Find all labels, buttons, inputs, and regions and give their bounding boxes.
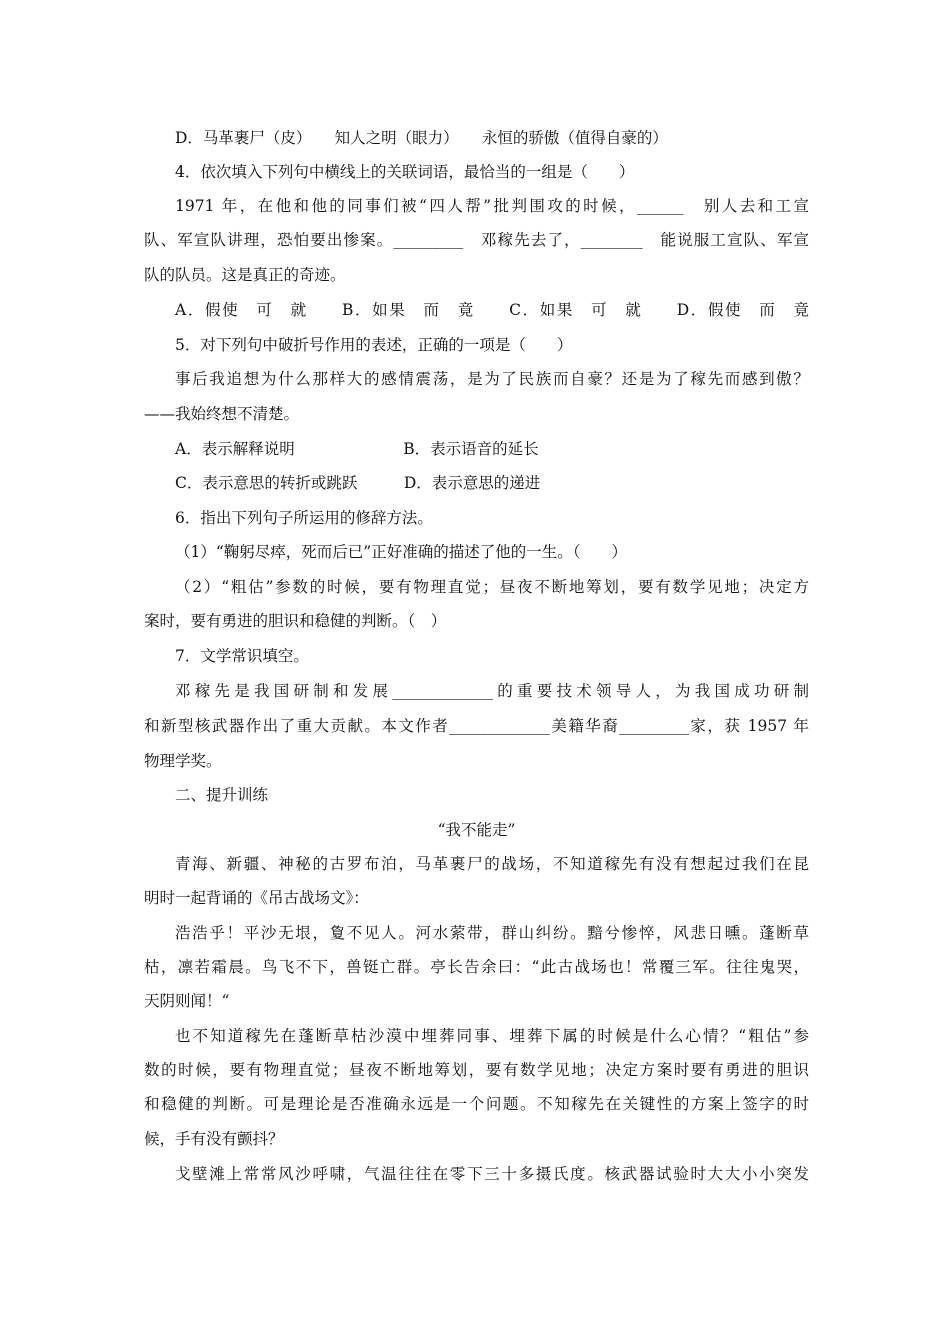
- text-line: 候，手有没有颤抖？: [144, 1130, 284, 1148]
- text-line: ——我始终想不清楚。: [144, 405, 300, 423]
- text-line: 邓稼先是我国研制和发展_____________的重要技术领导人，为我国成功研制: [175, 682, 809, 700]
- text-line: 物理学奖。: [144, 752, 222, 770]
- text-line: 案时，要有勇进的胆识和稳健的判断。（ ）: [144, 612, 447, 630]
- text-line: 7．文学常识填空。: [175, 647, 309, 665]
- text-line: 事后我追想为什么那样大的感情震荡，是为了民族而自豪？还是为了稼先而感到傲？: [175, 370, 809, 388]
- text-line: A．假使 可 就 B．如果 而 竟 C．如果 可 就 D．假使 而 竟: [175, 301, 809, 319]
- text-line: 天阴则闻！“: [144, 992, 230, 1010]
- section-title: “我不能走”: [437, 821, 516, 839]
- text-line: 也不知道稼先在蓬断草枯沙漠中埋葬同事、埋葬下属的时候是什么心情？“粗估”参: [175, 1027, 809, 1045]
- text-line: C．表示意思的转折或跳跃 D．表示意思的递进: [175, 474, 541, 492]
- text-line: 二、提升训练: [175, 786, 269, 804]
- text-line: 5．对下列句中破折号作用的表述，正确的一项是（ ）: [175, 336, 573, 354]
- text-line: 和新型核武器作出了重大贡献。本文作者_____________美籍华裔_________家，获 1957 年: [144, 717, 809, 735]
- text-line: 队的队员。这是真正的奇迹。: [144, 266, 346, 284]
- text-line: 1971 年，在他和他的同事们被“四人帮”批判围攻的时候，______ 别人去和工宣: [175, 197, 809, 215]
- text-line: （1）“鞠躬尽瘁，死而后已”正好准确的描述了他的一生。（ ）: [175, 543, 627, 561]
- text-line: D．马革裹尸（皮） 知人之明（眼力） 永恒的骄傲（值得自豪的）: [175, 129, 668, 147]
- text-line: A．表示解释说明 B．表示语音的延长: [175, 440, 539, 458]
- text-line: 队、军宣队讲理，恐怕要出惨案。_________ 邓稼先去了，________ 能说服工宣队、军宣: [144, 231, 809, 249]
- text-line: 4．依次填入下列句中横线上的关联词语，最恰当的一组是（ ）: [175, 163, 635, 181]
- text-line: 明时一起背诵的《吊古战场文》：: [144, 889, 369, 907]
- text-line: 枯，凛若霜晨。鸟飞不下，兽铤亡群。亭长告余曰：“此古战场也！常覆三军。往往鬼哭，: [144, 958, 809, 976]
- text-line: 戈壁滩上常常风沙呼啸，气温往往在零下三十多摄氏度。核武器试验时大大小小突发: [175, 1165, 809, 1183]
- text-line: 和稳健的判断。可是理论是否准确永远是一个问题。不知稼先在关键性的方案上签字的时: [144, 1095, 809, 1113]
- text-line: 6．指出下列句子所运用的修辞方法。: [175, 509, 433, 527]
- text-line: （2）“粗估”参数的时候，要有物理直觉；昼夜不断地筹划，要有数学见地；决定方: [175, 578, 809, 596]
- text-line: 浩浩乎！平沙无垠，夐不见人。河水萦带，群山纠纷。黯兮惨悴，风悲日曛。蓬断草: [175, 924, 809, 942]
- text-line: 数的时候，要有物理直觉；昼夜不断地筹划，要有数学见地；决定方案时要有勇进的胆识: [144, 1061, 809, 1079]
- text-line: 青海、新疆、神秘的古罗布泊，马革裹尸的战场，不知道稼先有没有想起过我们在昆: [175, 855, 809, 873]
